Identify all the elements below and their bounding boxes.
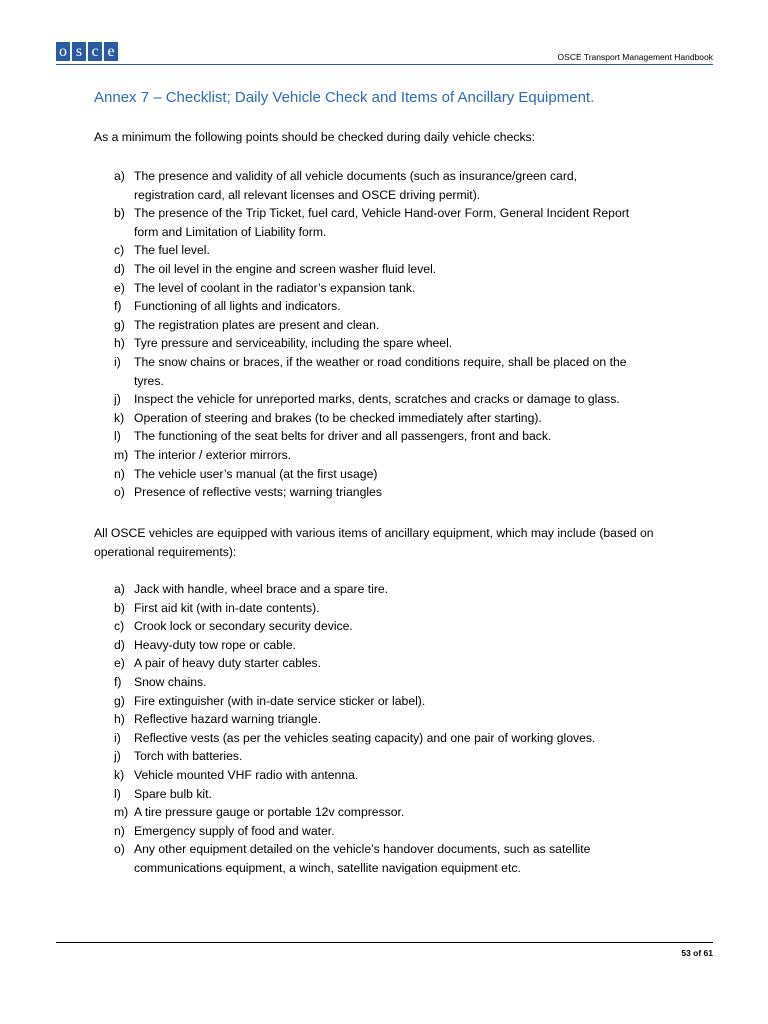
document-title: OSCE Transport Management Handbook <box>557 52 713 62</box>
daily-check-item <box>94 353 694 390</box>
item-letter: f) <box>114 674 122 689</box>
daily-check-item <box>94 316 694 335</box>
item-letter: j) <box>114 749 121 764</box>
item-letter: o) <box>114 842 125 857</box>
ancillary-item <box>94 673 694 692</box>
item-text: The functioning of the seat belts for driver and all passengers, front and back. <box>134 429 552 444</box>
item-text: The presence and validity of all vehicle documents (such as insurance/green card, registration card, all relevant licenses and OSCE driving permit). <box>134 169 578 202</box>
page-number: 53 of 61 <box>681 948 713 958</box>
logo-letter: e <box>104 42 118 61</box>
ancillary-item <box>94 822 694 841</box>
item-letter: d) <box>114 261 125 276</box>
item-text: The vehicle user’s manual (at the first usage) <box>134 466 378 481</box>
item-letter: h) <box>114 712 125 727</box>
item-text: Tyre pressure and serviceability, including the spare wheel. <box>134 336 453 351</box>
item-letter: e) <box>114 280 125 295</box>
ancillary-item <box>94 617 694 636</box>
daily-check-item <box>94 465 694 484</box>
item-letter: h) <box>114 336 125 351</box>
item-letter: l) <box>114 429 121 444</box>
ancillary-item <box>94 580 694 599</box>
item-text: The interior / exterior mirrors. <box>134 447 292 462</box>
ancillary-item <box>94 766 694 785</box>
item-letter: i) <box>114 730 121 745</box>
item-text: Jack with handle, wheel brace and a spare tire. <box>134 582 389 596</box>
item-letter: i) <box>114 354 121 369</box>
item-letter: a) <box>114 582 125 596</box>
ancillary-item <box>94 803 694 822</box>
ancillary-item <box>94 710 694 729</box>
logo-letter: c <box>88 42 102 61</box>
daily-checks-list <box>94 167 694 502</box>
item-text: A pair of heavy duty starter cables. <box>134 656 321 671</box>
item-text: The snow chains or braces, if the weather or road conditions require, shall be placed on the tyres. <box>134 354 627 388</box>
item-letter: l) <box>114 786 121 801</box>
item-text: Snow chains. <box>134 674 207 689</box>
item-text: Torch with batteries. <box>134 749 243 764</box>
item-text: The fuel level. <box>134 243 210 258</box>
ancillary-item <box>94 747 694 766</box>
daily-check-item <box>94 409 694 428</box>
item-text: Operation of steering and brakes (to be checked immediately after starting). <box>134 410 542 425</box>
item-text: First aid kit (with in-date contents). <box>134 600 320 615</box>
daily-check-item <box>94 334 694 353</box>
item-text: Reflective vests (as per the vehicles seating capacity) and one pair of working gloves. <box>134 730 596 745</box>
item-letter: c) <box>114 243 125 258</box>
daily-check-item <box>94 241 694 260</box>
daily-check-item <box>94 204 694 241</box>
osce-logo <box>56 42 118 61</box>
item-letter: k) <box>114 410 125 425</box>
daily-check-item <box>94 390 694 409</box>
item-letter: f) <box>114 299 122 314</box>
daily-check-item <box>94 297 694 316</box>
daily-check-item <box>94 483 694 502</box>
item-text: The oil level in the engine and screen washer fluid level. <box>134 261 437 276</box>
ancillary-item <box>94 692 694 711</box>
ancillary-equipment-list <box>94 580 694 878</box>
item-letter: j) <box>114 392 121 407</box>
ancillary-item <box>94 785 694 804</box>
item-text: Emergency supply of food and water. <box>134 823 335 838</box>
item-letter: e) <box>114 656 125 671</box>
item-letter: a) <box>114 169 125 183</box>
item-text: Fire extinguisher (with in-date service sticker or label). <box>134 693 426 708</box>
item-letter: g) <box>114 693 125 708</box>
item-letter: g) <box>114 317 125 332</box>
footer-divider <box>56 942 713 943</box>
item-text: The presence of the Trip Ticket, fuel card, Vehicle Hand-over Form, General Incident Report form and Limitation of Liability form. <box>134 206 630 239</box>
ancillary-item <box>94 654 694 673</box>
item-text: The registration plates are present and clean. <box>134 317 380 332</box>
item-letter: o) <box>114 485 125 500</box>
item-letter: d) <box>114 637 125 652</box>
item-letter: c) <box>114 619 125 634</box>
item-text: Crook lock or secondary security device. <box>134 619 353 634</box>
item-text: The level of coolant in the radiator’s expansion tank. <box>134 280 416 295</box>
ancillary-item <box>94 636 694 655</box>
item-text: Inspect the vehicle for unreported marks, dents, scratches and cracks or damage to glass. <box>134 392 620 407</box>
item-letter: b) <box>114 206 125 221</box>
page-header <box>56 42 713 66</box>
header-divider <box>56 64 713 65</box>
daily-check-item <box>94 260 694 279</box>
item-text: Spare bulb kit. <box>134 786 212 801</box>
logo-letter: s <box>72 42 86 61</box>
item-letter: k) <box>114 767 125 782</box>
item-text: Vehicle mounted VHF radio with antenna. <box>134 767 359 782</box>
daily-check-item <box>94 279 694 298</box>
ancillary-item <box>94 599 694 618</box>
item-text: A tire pressure gauge or portable 12v compressor. <box>134 805 405 820</box>
item-text: Functioning of all lights and indicators. <box>134 299 341 314</box>
daily-check-item <box>94 427 694 446</box>
logo-letter: o <box>56 42 70 61</box>
item-text: Any other equipment detailed on the vehicle’s handover documents, such as satellite communications equipment, a winch, satellite navigation equipment etc. <box>134 842 591 875</box>
ancillary-item <box>94 840 694 877</box>
daily-check-item <box>94 446 694 465</box>
item-text: Reflective hazard warning triangle. <box>134 712 321 727</box>
annex-title: Annex 7 – Checklist; Daily Vehicle Check and Items of Ancillary Equipment. <box>94 89 595 106</box>
daily-checks-intro: As a minimum the following points should be checked during daily vehicle checks: <box>94 130 536 144</box>
item-letter: b) <box>114 600 125 615</box>
daily-check-item <box>94 167 694 204</box>
item-letter: m) <box>114 805 129 820</box>
item-text: Presence of reflective vests; warning triangles <box>134 485 382 500</box>
ancillary-equipment-intro: All OSCE vehicles are equipped with various items of ancillary equipment, which may include (based on operational requirements): <box>94 526 654 559</box>
item-text: Heavy-duty tow rope or cable. <box>134 637 296 652</box>
ancillary-item <box>94 729 694 748</box>
item-letter: n) <box>114 823 125 838</box>
item-letter: n) <box>114 466 125 481</box>
item-letter: m) <box>114 447 129 462</box>
